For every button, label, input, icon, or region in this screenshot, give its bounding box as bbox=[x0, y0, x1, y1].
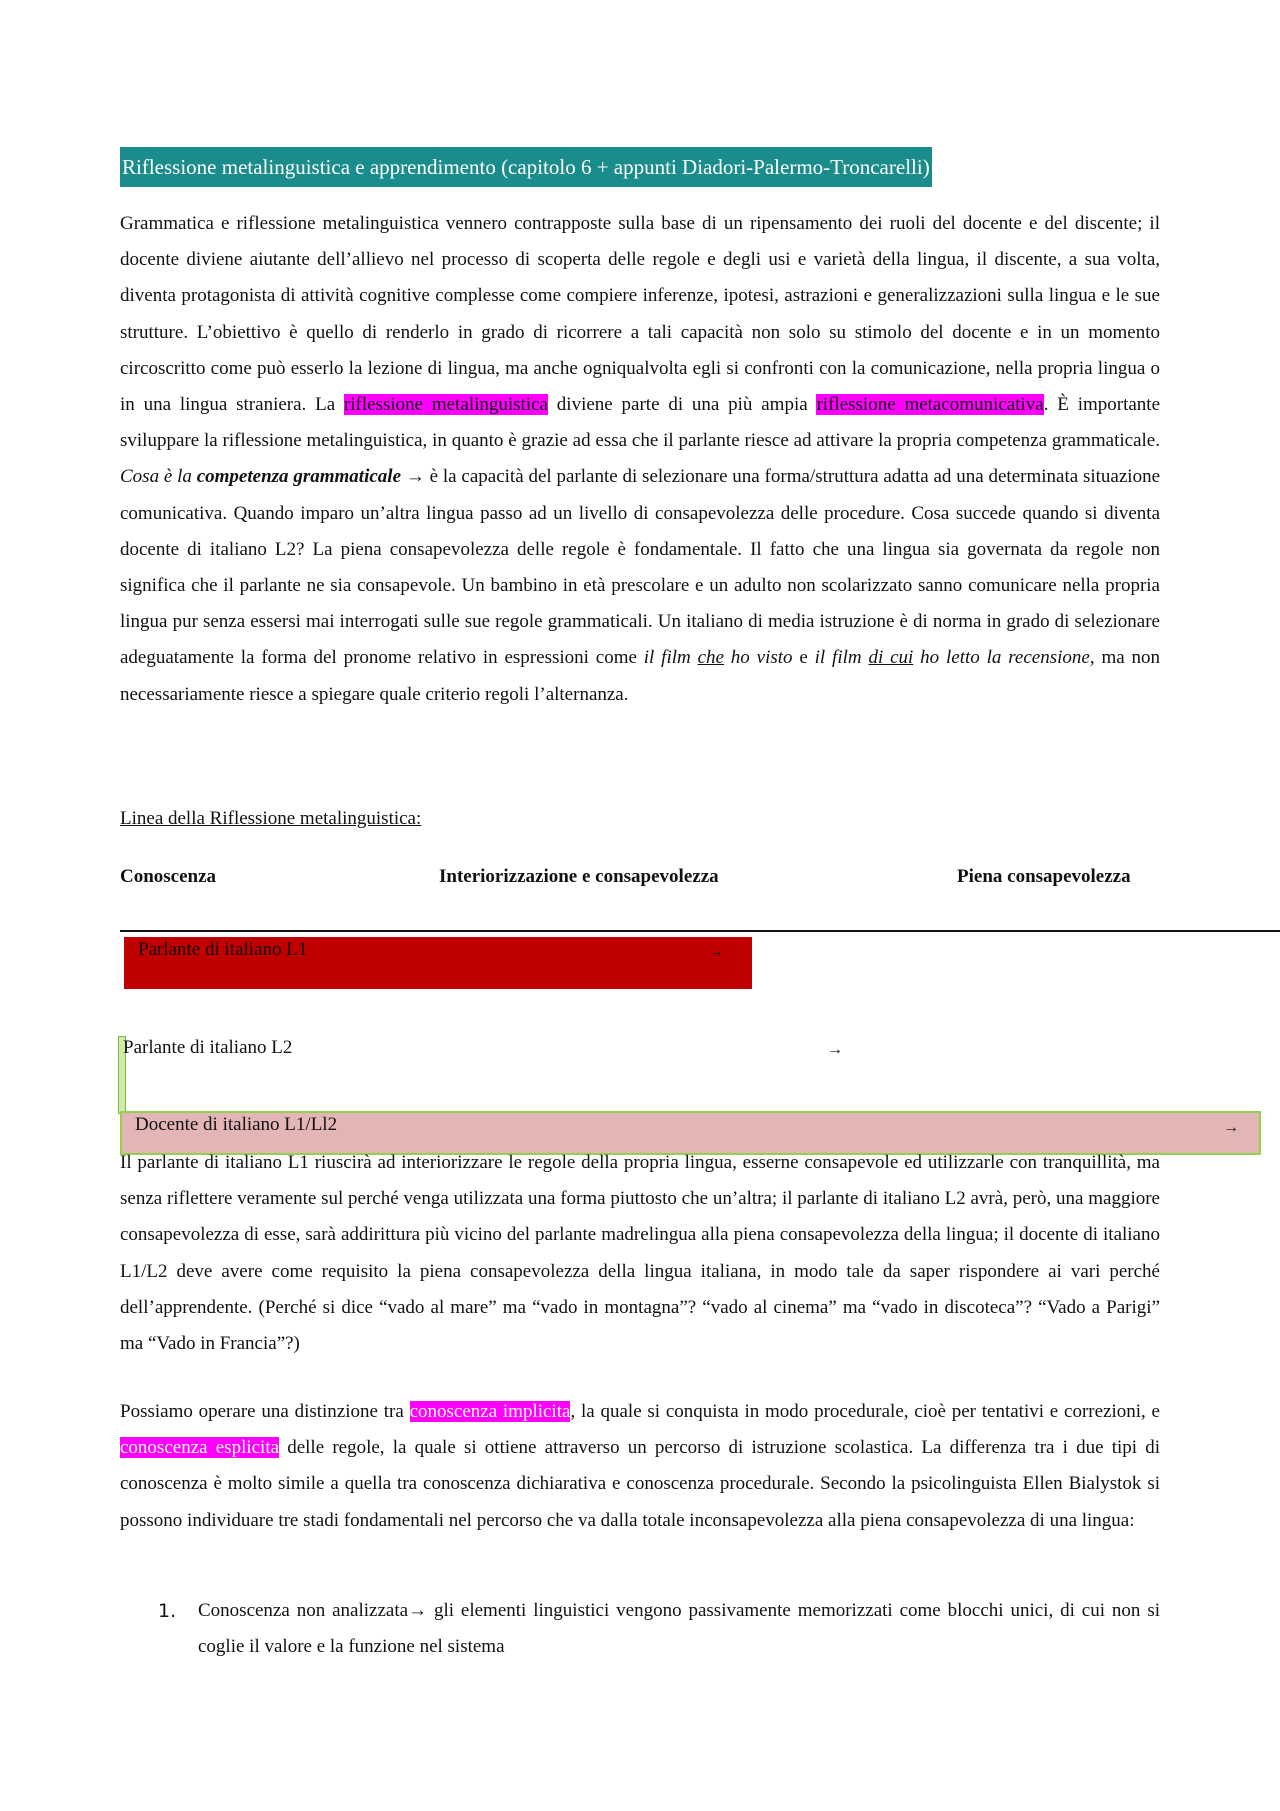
text-run: e bbox=[792, 647, 815, 669]
example-che: che bbox=[697, 647, 724, 669]
distinction-paragraph bbox=[120, 1394, 1160, 1539]
document-title: Riflessione metalinguistica e apprendimento (capitolo 6 + appunti Diadori-Palermo-Troncarelli) bbox=[120, 147, 932, 187]
list-text: Conoscenza non analizzata→ gli elementi linguistici vengono passivamente memorizzati come blocchi unici, di cui non si coglie il valore e la funzione nel sistema bbox=[198, 1600, 1160, 1658]
text-run: . È importante sviluppare la riflessione metalinguistica, in quanto è grazie ad essa che il parlante riesce ad attivare la propria competenza grammaticale. bbox=[120, 394, 1161, 452]
example-text: ho visto bbox=[723, 647, 793, 669]
text-run: delle regole, la quale si ottiene attraverso un percorso di istruzione scolastica. La differenza tra i due tipi di conoscenza è molto simile a quella tra conoscenza dichiarativa e conoscenza procedurale. Secondo la psicolinguista Ellen Bialystok si possono individuare tre stadi fondamentali nel percorso che va dalla totale inconsapevolezza alla piena consapevolezza di una lingua: bbox=[120, 1437, 1160, 1531]
row-label: Parlante di italiano L1 bbox=[138, 939, 308, 960]
linea-title: Linea della Riflessione metalinguistica: bbox=[120, 808, 422, 829]
timeline-rule bbox=[120, 930, 1280, 932]
stage-conoscenza: Conoscenza bbox=[120, 866, 217, 887]
highlight-riflessione-metalinguistica: riflessione metalinguistica bbox=[343, 394, 548, 416]
row-parlante-l2-label: Parlante di italiano L2 bbox=[123, 1037, 293, 1058]
stage-interiorizzazione: Interiorizzazione e consapevolezza bbox=[439, 866, 719, 887]
example-di-cui: di cui bbox=[868, 647, 914, 669]
text-run: diviene parte di una più ampia bbox=[548, 394, 817, 416]
example-text: ho letto la recensione bbox=[913, 647, 1090, 669]
question-term: competenza grammaticale bbox=[196, 466, 402, 488]
highlight-conoscenza-implicita: conoscenza implicita bbox=[409, 1401, 571, 1422]
highlight-riflessione-metacomunicativa: riflessione metacomunicativa bbox=[816, 394, 1044, 416]
list-number: 1. bbox=[158, 1600, 177, 1622]
text-run: Grammatica e riflessione metalinguistica vennero contrapposte sulla base di un ripensamento dei ruoli del docente e del discente; il docente diviene aiutante dell’allievo nel processo di scoperta delle regole e degli usi e varietà della lingua, il discente, a sua volta, diventa protagonista di attività cognitive complesse come compiere inferenze, ipotesi, astrazioni e generalizzazioni sulla lingua e le sue strutture. L’obiettivo è quello di renderlo in grado di ricorrere a tali capacità non solo su stimolo del docente e in un momento circoscritto come può esserlo la lezione di lingua, ma anche ogniqualvolta egli si confronti con la comunicazione, nella propria lingua o in una lingua straniera. La bbox=[120, 213, 1160, 416]
text-run: , la quale si conquista in modo procedurale, cioè per tentativi e correzioni, e bbox=[570, 1401, 1160, 1422]
row-label: Docente di italiano L1/Ll2 bbox=[135, 1114, 338, 1135]
example-text: il film bbox=[643, 647, 698, 669]
text-run: Possiamo operare una distinzione tra bbox=[120, 1401, 410, 1422]
text-run: , ma non necessariamente riesce a spiegare quale criterio regoli l’alternanza. bbox=[120, 647, 1160, 705]
highlight-conoscenza-esplicita: conoscenza esplicita bbox=[120, 1437, 280, 1459]
arrow-icon: → bbox=[708, 943, 724, 960]
arrow-glyph: → bbox=[401, 466, 430, 488]
example-text: il film bbox=[814, 647, 869, 669]
explanation-paragraph: Il parlante di italiano L1 riuscirà ad interiorizzare le regole della propria lingua, esserne consapevole ed utilizzarle con tranquillità, ma senza riflettere veramente sul perché venga utilizzata una forma piuttosto che un’altra; il parlante di italiano L2 avrà, però, una maggiore consapevolezza di esse, sarà addirittura più vicino del parlante madrelingua alla piena consapevolezza della lingua; il docente di italiano L1/L2 deve avere come requisito la piena consapevolezza della lingua italiana, in modo tale da saper rispondere ai vari perché dell’apprendente. (Perché si dice “vado al mare” ma “vado in montagna”? “vado al cinema” ma “vado in discoteca”? “Vado a Parigi” ma “Vado in Francia”?) bbox=[120, 1152, 1160, 1355]
arrow-icon: → bbox=[827, 1041, 843, 1058]
stage-piena-consapevolezza: Piena consapevolezza bbox=[957, 866, 1131, 887]
intro-paragraph bbox=[120, 206, 1160, 713]
arrow-icon: → bbox=[1223, 1119, 1239, 1136]
question-text: Cosa è la bbox=[120, 466, 197, 488]
text-run: è la capacità del parlante di selezionare una forma/struttura adatta ad una determinata situazione comunicativa. Quando imparo un’altra lingua passo ad un livello di consapevolezza delle procedure. Cosa succede quando si diventa docente di italiano L2? La piena consapevolezza delle regole è fondamentale. Il fatto che una lingua sia governata da regole non significa che il parlante ne sia consapevole. Un bambino in età prescolare e un adulto non scolarizzato sanno comunicare nella propria lingua pur senza essersi mai interrogati sulle sue regole grammaticali. Un italiano di media istruzione è di norma in grado di selezionare adeguatamente la forma del pronome relativo in espressioni come bbox=[120, 466, 1161, 669]
row-parlante-l1 bbox=[124, 937, 752, 989]
